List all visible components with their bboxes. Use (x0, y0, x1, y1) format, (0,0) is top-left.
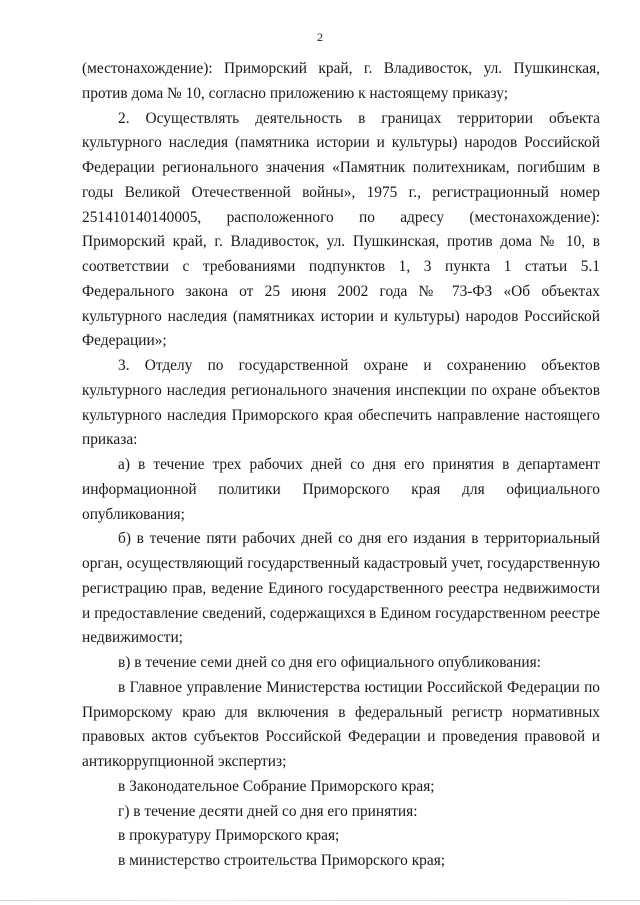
paragraph-subitem-b: б) в течение пяти рабочих дней со дня его издания в территориальный орган, осуществляющий государственный кадастровый учет, государственную регистрацию прав, ведение Единого государственного реестра недвижимости и предоставление сведений, содержащихся в Едином государственном реестре недвижимости; (82, 530, 600, 647)
paragraph-ministry-of-justice: в Главное управление Министерства юстиции Российской Федерации по Приморскому краю для включения в федеральный регистр нормативных правовых актов субъектов Российской Федерации и проведения правовой и антикоррупционной экспертиз; (82, 678, 600, 770)
paragraph-subitem-g: г) в течение десяти дней со дня его принятия: (118, 802, 418, 820)
paragraph-subitem-v: в) в течение семи дней со дня его официального опубликования: (118, 654, 541, 671)
paragraph-legislative-assembly: в Законодательное Собрание Приморского края; (118, 777, 435, 795)
paragraph-prosecutor-office: в прокуратуру Приморского края; (118, 827, 340, 845)
document-body (82, 57, 600, 874)
page-number: 2 (317, 30, 323, 44)
scan-bottom-edge (0, 900, 640, 901)
paragraph-item-3: 3. Отделу по государственной охране и сохранению объектов культурного наследия регионального значения инспекции по охране объектов культурного наследия Приморского края обеспечить направление настоящего приказа: (82, 357, 600, 449)
paragraph-location-continuation: (местонахождение): Приморский край, г. Владивосток, ул. Пушкинская, против дома № 10, согласно приложению к настоящему приказу; (82, 60, 600, 102)
paragraph-ministry-of-construction: в министерство строительства Приморского края; (118, 852, 446, 869)
paragraph-item-2: 2. Осуществлять деятельность в границах территории объекта культурного наследия (памятника истории и культуры) народов Российской Федерации регионального значения «Памятник политехникам, погибшим в годы Великой Отечественной войны», 1975 г., регистрационный номер 251410140140005, расположенного по адресу (местонахождение): Приморский край, г. Владивосток, ул. Пушкинская, против дома № 10, в соответствии с требованиями подпунктов 1, 3 пункта 1 статьи 5.1 Федерального закона от 25 июня 2002 года № 73-ФЗ «Об объектах культурного наследия (памятниках истории и культуры) народов Российской Федерации»; (82, 109, 600, 350)
paragraph-subitem-a: а) в течение трех рабочих дней со дня его принятия в департамент информационной политики Приморского края для официального опубликования; (82, 456, 600, 523)
